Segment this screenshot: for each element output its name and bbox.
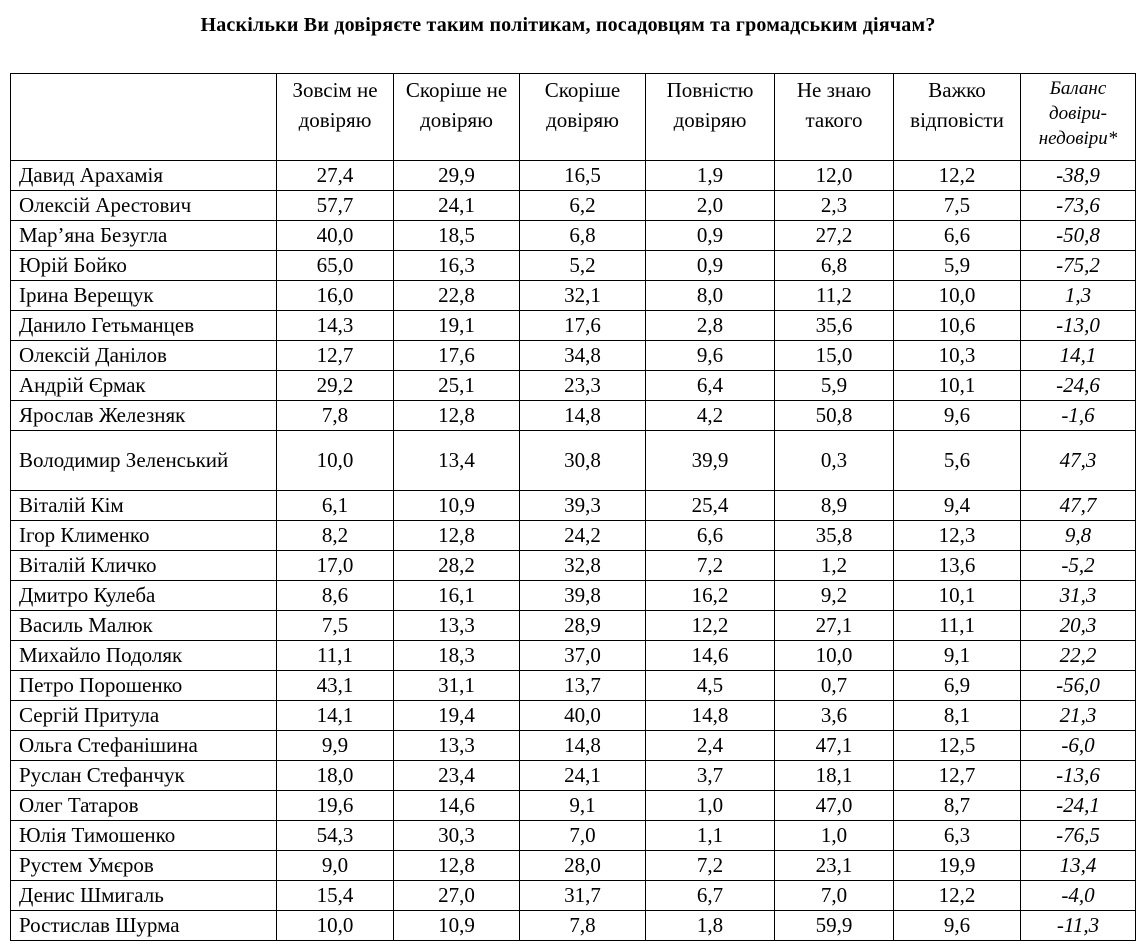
value-cell: 11,2 — [775, 281, 894, 311]
value-cell: 0,9 — [646, 221, 775, 251]
value-cell: 4,2 — [646, 401, 775, 431]
row-name: Руслан Стефанчук — [11, 761, 277, 791]
balance-cell: -13,6 — [1021, 761, 1136, 791]
balance-cell: -11,3 — [1021, 911, 1136, 941]
table-row — [11, 551, 1136, 581]
value-cell: 15,0 — [775, 341, 894, 371]
value-cell: 2,3 — [775, 191, 894, 221]
value-cell: 65,0 — [277, 251, 394, 281]
value-cell: 25,1 — [394, 371, 520, 401]
table-row — [11, 371, 1136, 401]
value-cell: 23,1 — [775, 851, 894, 881]
value-cell: 9,1 — [520, 791, 646, 821]
row-name: Давид Арахамія — [11, 161, 277, 191]
value-cell: 5,6 — [894, 431, 1021, 491]
value-cell: 27,2 — [775, 221, 894, 251]
table-body — [11, 161, 1136, 941]
value-cell: 30,3 — [394, 821, 520, 851]
value-cell: 47,1 — [775, 731, 894, 761]
value-cell: 9,6 — [894, 911, 1021, 941]
table-row — [11, 641, 1136, 671]
balance-cell: 20,3 — [1021, 611, 1136, 641]
row-name: Ігор Клименко — [11, 521, 277, 551]
value-cell: 8,7 — [894, 791, 1021, 821]
value-cell: 6,1 — [277, 491, 394, 521]
value-cell: 40,0 — [520, 701, 646, 731]
value-cell: 10,1 — [894, 371, 1021, 401]
value-cell: 3,7 — [646, 761, 775, 791]
page-title: Наскільки Ви довіряєте таким політикам, посадовцям та громадським діячам? — [200, 14, 936, 36]
row-name: Денис Шмигаль — [11, 881, 277, 911]
value-cell: 13,3 — [394, 731, 520, 761]
value-cell: 5,2 — [520, 251, 646, 281]
balance-cell: 22,2 — [1021, 641, 1136, 671]
value-cell: 7,2 — [646, 851, 775, 881]
row-name: Олексій Данілов — [11, 341, 277, 371]
balance-cell: -38,9 — [1021, 161, 1136, 191]
value-cell: 10,0 — [277, 431, 394, 491]
value-cell: 7,2 — [646, 551, 775, 581]
value-cell: 22,8 — [394, 281, 520, 311]
value-cell: 13,3 — [394, 611, 520, 641]
balance-cell: -5,2 — [1021, 551, 1136, 581]
value-cell: 1,0 — [646, 791, 775, 821]
balance-cell: 21,3 — [1021, 701, 1136, 731]
value-cell: 57,7 — [277, 191, 394, 221]
value-cell: 50,8 — [775, 401, 894, 431]
row-name: Мар’яна Безугла — [11, 221, 277, 251]
value-cell: 2,4 — [646, 731, 775, 761]
table-row — [11, 581, 1136, 611]
value-cell: 40,0 — [277, 221, 394, 251]
table-row — [11, 701, 1136, 731]
value-cell: 29,2 — [277, 371, 394, 401]
balance-cell: -24,6 — [1021, 371, 1136, 401]
row-name: Михайло Подоляк — [11, 641, 277, 671]
row-name: Рустем Умєров — [11, 851, 277, 881]
value-cell: 4,5 — [646, 671, 775, 701]
balance-cell: -13,0 — [1021, 311, 1136, 341]
balance-cell: -1,6 — [1021, 401, 1136, 431]
value-cell: 6,9 — [894, 671, 1021, 701]
value-cell: 16,5 — [520, 161, 646, 191]
value-cell: 1,8 — [646, 911, 775, 941]
table-row — [11, 281, 1136, 311]
value-cell: 8,0 — [646, 281, 775, 311]
table-row — [11, 821, 1136, 851]
value-cell: 8,2 — [277, 521, 394, 551]
value-cell: 1,0 — [775, 821, 894, 851]
value-cell: 27,4 — [277, 161, 394, 191]
value-cell: 7,8 — [277, 401, 394, 431]
table-row — [11, 761, 1136, 791]
value-cell: 7,5 — [894, 191, 1021, 221]
value-cell: 12,2 — [894, 881, 1021, 911]
value-cell: 0,9 — [646, 251, 775, 281]
table-row — [11, 161, 1136, 191]
row-name: Віталій Кличко — [11, 551, 277, 581]
balance-cell: -4,0 — [1021, 881, 1136, 911]
column-header-balance: Баланс довіри-недовіри* — [1021, 74, 1136, 161]
table-row — [11, 401, 1136, 431]
row-name: Володимир Зеленський — [11, 431, 277, 491]
table-row — [11, 311, 1136, 341]
column-header: Зовсім не довіряю — [277, 74, 394, 161]
row-name: Олег Татаров — [11, 791, 277, 821]
balance-cell: 31,3 — [1021, 581, 1136, 611]
value-cell: 11,1 — [277, 641, 394, 671]
balance-cell: -50,8 — [1021, 221, 1136, 251]
row-name: Ростислав Шурма — [11, 911, 277, 941]
balance-cell: -56,0 — [1021, 671, 1136, 701]
column-header: Не знаю такого — [775, 74, 894, 161]
table-row — [11, 791, 1136, 821]
balance-cell: 1,3 — [1021, 281, 1136, 311]
value-cell: 16,2 — [646, 581, 775, 611]
row-name: Василь Малюк — [11, 611, 277, 641]
value-cell: 27,0 — [394, 881, 520, 911]
value-cell: 10,0 — [894, 281, 1021, 311]
value-cell: 43,1 — [277, 671, 394, 701]
value-cell: 17,6 — [520, 311, 646, 341]
value-cell: 10,0 — [277, 911, 394, 941]
value-cell: 7,0 — [520, 821, 646, 851]
value-cell: 9,1 — [894, 641, 1021, 671]
value-cell: 0,7 — [775, 671, 894, 701]
column-header: Скоріше не довіряю — [394, 74, 520, 161]
value-cell: 39,3 — [520, 491, 646, 521]
value-cell: 18,3 — [394, 641, 520, 671]
value-cell: 30,8 — [520, 431, 646, 491]
value-cell: 14,8 — [520, 401, 646, 431]
table-row — [11, 611, 1136, 641]
row-name: Віталій Кім — [11, 491, 277, 521]
row-name: Юлія Тимошенко — [11, 821, 277, 851]
balance-cell: 47,7 — [1021, 491, 1136, 521]
value-cell: 14,8 — [520, 731, 646, 761]
table-row — [11, 251, 1136, 281]
balance-cell: -24,1 — [1021, 791, 1136, 821]
value-cell: 1,9 — [646, 161, 775, 191]
value-cell: 7,5 — [277, 611, 394, 641]
value-cell: 2,8 — [646, 311, 775, 341]
value-cell: 23,3 — [520, 371, 646, 401]
value-cell: 6,7 — [646, 881, 775, 911]
value-cell: 12,8 — [394, 521, 520, 551]
trust-table — [10, 73, 1136, 941]
row-name: Ірина Верещук — [11, 281, 277, 311]
value-cell: 9,6 — [646, 341, 775, 371]
value-cell: 11,1 — [894, 611, 1021, 641]
value-cell: 13,6 — [894, 551, 1021, 581]
value-cell: 18,5 — [394, 221, 520, 251]
value-cell: 19,6 — [277, 791, 394, 821]
value-cell: 14,3 — [277, 311, 394, 341]
value-cell: 19,9 — [894, 851, 1021, 881]
value-cell: 19,4 — [394, 701, 520, 731]
value-cell: 16,1 — [394, 581, 520, 611]
value-cell: 39,9 — [646, 431, 775, 491]
value-cell: 0,3 — [775, 431, 894, 491]
value-cell: 28,9 — [520, 611, 646, 641]
value-cell: 16,0 — [277, 281, 394, 311]
row-name: Олексій Арестович — [11, 191, 277, 221]
value-cell: 34,8 — [520, 341, 646, 371]
balance-cell: -73,6 — [1021, 191, 1136, 221]
value-cell: 1,2 — [775, 551, 894, 581]
value-cell: 2,0 — [646, 191, 775, 221]
value-cell: 18,0 — [277, 761, 394, 791]
row-name: Сергій Притула — [11, 701, 277, 731]
value-cell: 10,1 — [894, 581, 1021, 611]
value-cell: 12,3 — [894, 521, 1021, 551]
value-cell: 59,9 — [775, 911, 894, 941]
value-cell: 8,9 — [775, 491, 894, 521]
value-cell: 14,1 — [277, 701, 394, 731]
table-row — [11, 911, 1136, 941]
table-row — [11, 521, 1136, 551]
value-cell: 7,8 — [520, 911, 646, 941]
value-cell: 3,6 — [775, 701, 894, 731]
value-cell: 28,0 — [520, 851, 646, 881]
value-cell: 9,4 — [894, 491, 1021, 521]
value-cell: 17,0 — [277, 551, 394, 581]
value-cell: 6,6 — [646, 521, 775, 551]
balance-cell: 9,8 — [1021, 521, 1136, 551]
value-cell: 8,6 — [277, 581, 394, 611]
value-cell: 35,6 — [775, 311, 894, 341]
value-cell: 12,7 — [894, 761, 1021, 791]
value-cell: 14,8 — [646, 701, 775, 731]
value-cell: 15,4 — [277, 881, 394, 911]
value-cell: 12,0 — [775, 161, 894, 191]
value-cell: 6,6 — [894, 221, 1021, 251]
table-row — [11, 191, 1136, 221]
value-cell: 5,9 — [894, 251, 1021, 281]
value-cell: 28,2 — [394, 551, 520, 581]
row-name: Андрій Єрмак — [11, 371, 277, 401]
value-cell: 24,1 — [394, 191, 520, 221]
value-cell: 27,1 — [775, 611, 894, 641]
value-cell: 14,6 — [394, 791, 520, 821]
value-cell: 9,6 — [894, 401, 1021, 431]
value-cell: 12,8 — [394, 851, 520, 881]
value-cell: 24,1 — [520, 761, 646, 791]
value-cell: 6,8 — [775, 251, 894, 281]
value-cell: 32,8 — [520, 551, 646, 581]
table-row — [11, 431, 1136, 491]
value-cell: 32,1 — [520, 281, 646, 311]
row-name: Ольга Стефанішина — [11, 731, 277, 761]
value-cell: 9,9 — [277, 731, 394, 761]
value-cell: 24,2 — [520, 521, 646, 551]
value-cell: 10,9 — [394, 491, 520, 521]
row-name: Юрій Бойко — [11, 251, 277, 281]
header-name-column — [11, 74, 277, 161]
value-cell: 39,8 — [520, 581, 646, 611]
balance-cell: -75,2 — [1021, 251, 1136, 281]
value-cell: 5,9 — [775, 371, 894, 401]
value-cell: 7,0 — [775, 881, 894, 911]
value-cell: 9,0 — [277, 851, 394, 881]
value-cell: 37,0 — [520, 641, 646, 671]
value-cell: 16,3 — [394, 251, 520, 281]
value-cell: 6,4 — [646, 371, 775, 401]
row-name: Дмитро Кулеба — [11, 581, 277, 611]
header-row — [11, 74, 1136, 161]
value-cell: 13,7 — [520, 671, 646, 701]
table-row — [11, 671, 1136, 701]
value-cell: 10,3 — [894, 341, 1021, 371]
value-cell: 18,1 — [775, 761, 894, 791]
column-header: Важко відповісти — [894, 74, 1021, 161]
balance-cell: -6,0 — [1021, 731, 1136, 761]
value-cell: 54,3 — [277, 821, 394, 851]
table-row — [11, 491, 1136, 521]
value-cell: 13,4 — [394, 431, 520, 491]
balance-cell: 14,1 — [1021, 341, 1136, 371]
value-cell: 23,4 — [394, 761, 520, 791]
column-header: Повністю довіряю — [646, 74, 775, 161]
balance-cell: 13,4 — [1021, 851, 1136, 881]
value-cell: 14,6 — [646, 641, 775, 671]
row-name: Ярослав Железняк — [11, 401, 277, 431]
value-cell: 8,1 — [894, 701, 1021, 731]
value-cell: 10,0 — [775, 641, 894, 671]
value-cell: 31,7 — [520, 881, 646, 911]
value-cell: 10,9 — [394, 911, 520, 941]
value-cell: 12,8 — [394, 401, 520, 431]
value-cell: 6,3 — [894, 821, 1021, 851]
value-cell: 10,6 — [894, 311, 1021, 341]
value-cell: 1,1 — [646, 821, 775, 851]
value-cell: 47,0 — [775, 791, 894, 821]
value-cell: 12,7 — [277, 341, 394, 371]
value-cell: 6,8 — [520, 221, 646, 251]
value-cell: 29,9 — [394, 161, 520, 191]
value-cell: 9,2 — [775, 581, 894, 611]
value-cell: 35,8 — [775, 521, 894, 551]
balance-cell: 47,3 — [1021, 431, 1136, 491]
table-row — [11, 221, 1136, 251]
value-cell: 12,5 — [894, 731, 1021, 761]
row-name: Данило Гетьманцев — [11, 311, 277, 341]
row-name: Петро Порошенко — [11, 671, 277, 701]
value-cell: 12,2 — [894, 161, 1021, 191]
value-cell: 31,1 — [394, 671, 520, 701]
table-row — [11, 881, 1136, 911]
table-row — [11, 851, 1136, 881]
balance-cell: -76,5 — [1021, 821, 1136, 851]
value-cell: 19,1 — [394, 311, 520, 341]
table-row — [11, 341, 1136, 371]
table-row — [11, 731, 1136, 761]
value-cell: 12,2 — [646, 611, 775, 641]
value-cell: 17,6 — [394, 341, 520, 371]
value-cell: 25,4 — [646, 491, 775, 521]
column-header: Скоріше довіряю — [520, 74, 646, 161]
value-cell: 6,2 — [520, 191, 646, 221]
